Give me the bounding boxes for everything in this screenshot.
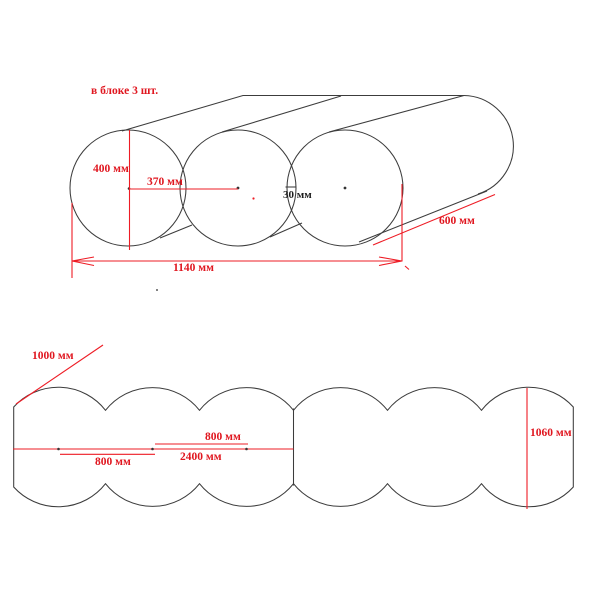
dim-600-line — [373, 195, 495, 246]
label-spacing-800-left: 800 мм — [95, 456, 131, 468]
pile-3-center-mark — [245, 448, 248, 451]
cylinder-2-top-tangent — [222, 96, 341, 132]
stray-mark-tick — [405, 266, 409, 270]
label-overlap-30: 30 мм — [283, 189, 312, 201]
cylinder-2-bottom-tangent-segment — [270, 223, 302, 237]
top-view-dimensions — [72, 130, 495, 291]
pile-1-center-mark — [57, 448, 60, 451]
label-depth-600: 600 мм — [439, 215, 475, 227]
top-silhouette-edge — [122, 96, 464, 132]
label-block-title: в блоке 3 шт. — [91, 85, 159, 97]
label-spacing-800-right: 800 мм — [205, 431, 241, 443]
label-diameter-400: 400 мм — [93, 163, 129, 175]
label-spacing-370: 370 мм — [147, 176, 183, 188]
cylinder-1-bottom-tangent-segment — [160, 225, 192, 238]
stray-mark-gray-dot — [156, 289, 158, 291]
label-wall-width-1060: 1060 мм — [530, 427, 572, 439]
cylinder-3-top-tangent — [329, 96, 464, 133]
cylinder-3-center-mark — [344, 187, 347, 190]
stray-mark-dot — [252, 197, 254, 199]
plan-view-pile-wall — [14, 387, 574, 507]
pile-2-center-mark — [151, 448, 154, 451]
label-block-length-2400: 2400 мм — [180, 451, 222, 463]
label-total-width-1140: 1140 мм — [173, 262, 214, 274]
label-pile-diameter-1000: 1000 мм — [32, 350, 74, 362]
plan-view-dimensions — [13, 345, 527, 509]
cylinder-3-back-face-arc — [464, 96, 513, 195]
